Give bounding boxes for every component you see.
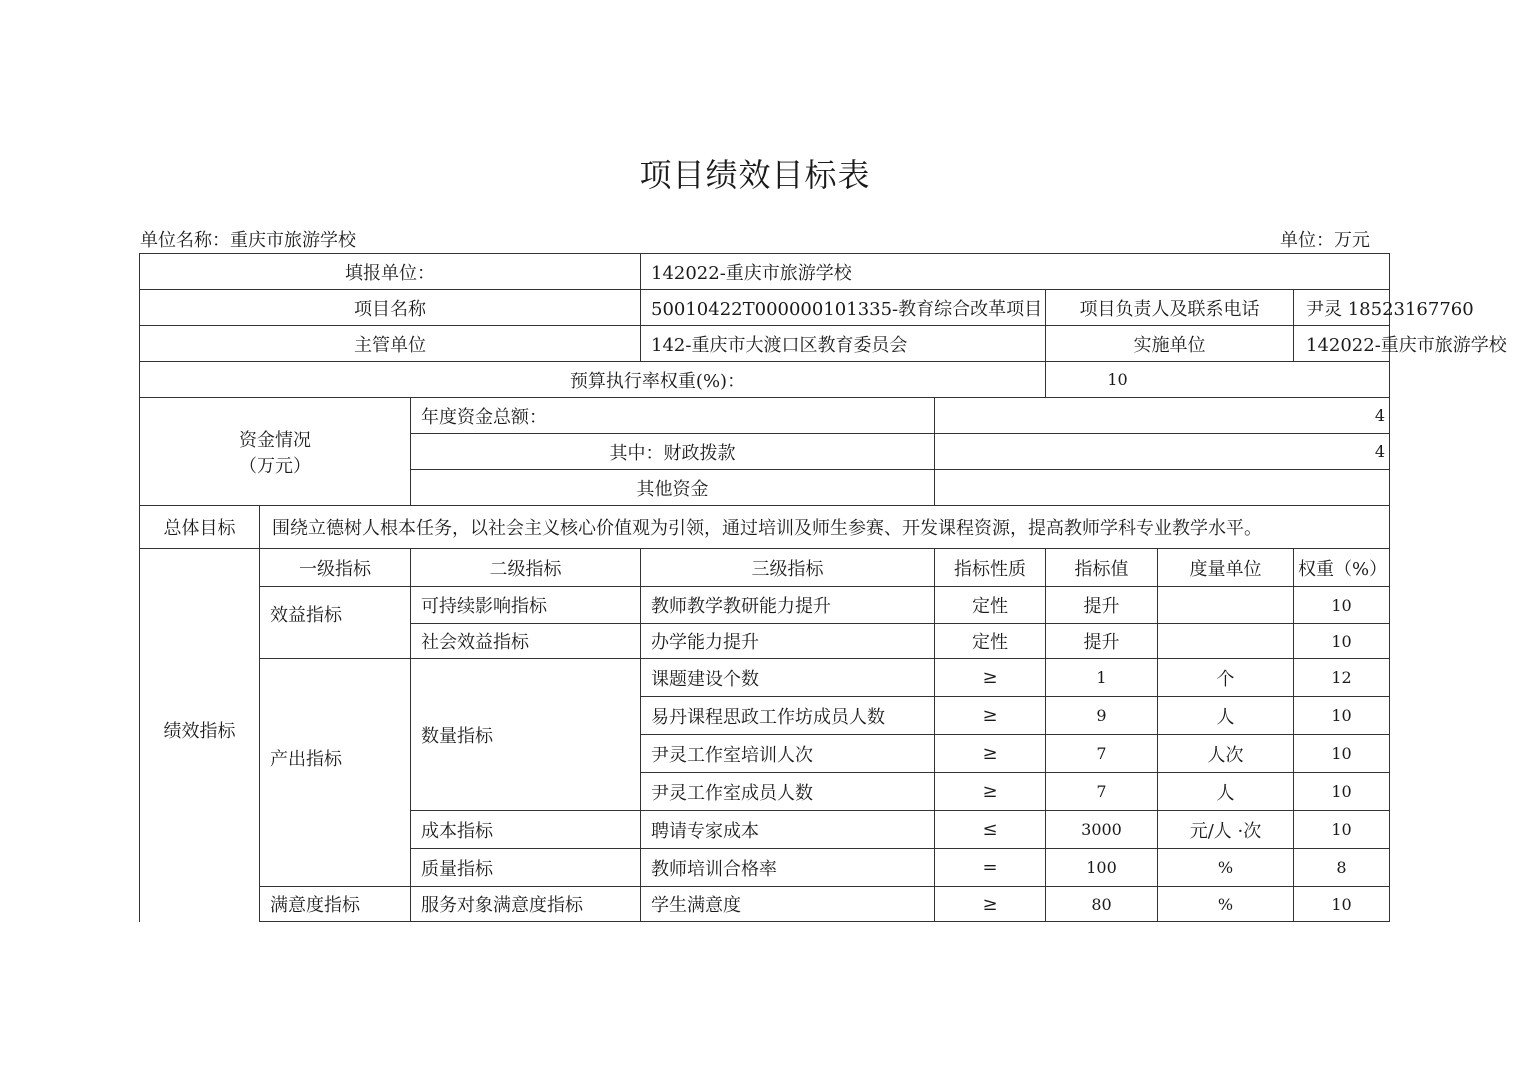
indicator-unit: % xyxy=(1158,887,1294,922)
overall-goal-label: 总体目标 xyxy=(140,506,260,549)
indicator-nature: 定性 xyxy=(935,587,1046,624)
annual-total-label: 年度资金总额： xyxy=(411,398,935,434)
indicator-name: 办学能力提升 xyxy=(641,624,935,659)
other-funds-label: 其他资金 xyxy=(411,470,935,506)
indicator-weight: 8 xyxy=(1294,849,1390,887)
budget-weight-label: 预算执行率权重(%)： xyxy=(140,362,1046,398)
indicator-name: 教师培训合格率 xyxy=(641,849,935,887)
indicator-name: 尹灵工作室培训人次 xyxy=(641,735,935,773)
header-weight: 权重（%） xyxy=(1294,549,1390,587)
indicator-unit: 个 xyxy=(1158,659,1294,697)
indicator-name: 聘请专家成本 xyxy=(641,811,935,849)
funds-label-line2: （万元） xyxy=(239,455,311,477)
other-funds-value xyxy=(935,470,1390,506)
indicator-value: 7 xyxy=(1046,735,1158,773)
header-level2: 二级指标 xyxy=(411,549,641,587)
indicator-weight: 10 xyxy=(1294,624,1390,659)
contact-value: 尹灵 18523167760 xyxy=(1294,290,1390,326)
indicator-weight: 12 xyxy=(1294,659,1390,697)
level1-benefit: 效益指标 xyxy=(260,587,411,659)
supervisor-label: 主管单位 xyxy=(140,326,641,362)
header-value: 指标值 xyxy=(1046,549,1158,587)
level2-sustainable: 可持续影响指标 xyxy=(411,587,641,624)
indicator-weight: 10 xyxy=(1294,697,1390,735)
indicator-nature: ≥ xyxy=(935,735,1046,773)
level2-social: 社会效益指标 xyxy=(411,624,641,659)
indicator-name: 课题建设个数 xyxy=(641,659,935,697)
annual-total-value: 4 xyxy=(935,398,1390,434)
performance-table xyxy=(139,253,1507,922)
indicator-nature: ≥ xyxy=(935,659,1046,697)
performance-indicators-label: 绩效指标 xyxy=(140,549,260,922)
indicator-unit: 人 xyxy=(1158,697,1294,735)
level2-quantity: 数量指标 xyxy=(411,659,641,811)
unit-name: 单位名称：重庆市旅游学校 xyxy=(140,230,356,251)
fiscal-value: 4 xyxy=(935,434,1390,470)
indicator-value: 提升 xyxy=(1046,624,1158,659)
level2-service: 服务对象满意度指标 xyxy=(411,887,641,922)
overall-goal-value: 围绕立德树人根本任务，以社会主义核心价值观为引领，通过培训及师生参赛、开发课程资源，提高教师学科专业教学水平。 xyxy=(260,506,1390,549)
header-level1: 一级指标 xyxy=(260,549,411,587)
indicator-value: 9 xyxy=(1046,697,1158,735)
indicator-name: 学生满意度 xyxy=(641,887,935,922)
indicator-name: 易丹课程思政工作坊成员人数 xyxy=(641,697,935,735)
indicator-value: 3000 xyxy=(1046,811,1158,849)
budget-weight-value: 10 xyxy=(1046,362,1390,398)
indicator-unit xyxy=(1158,624,1294,659)
header-level3: 三级指标 xyxy=(641,549,935,587)
indicator-weight: 10 xyxy=(1294,811,1390,849)
indicator-nature: ≥ xyxy=(935,887,1046,922)
indicator-name: 尹灵工作室成员人数 xyxy=(641,773,935,811)
indicator-nature: = xyxy=(935,849,1046,887)
header-nature: 指标性质 xyxy=(935,549,1046,587)
indicator-nature: ≥ xyxy=(935,773,1046,811)
indicator-value: 提升 xyxy=(1046,587,1158,624)
level1-output: 产出指标 xyxy=(260,659,411,887)
supervisor-value: 142-重庆市大渡口区教育委员会 xyxy=(641,326,1046,362)
indicator-weight: 10 xyxy=(1294,773,1390,811)
indicator-value: 7 xyxy=(1046,773,1158,811)
indicator-value: 100 xyxy=(1046,849,1158,887)
indicator-value: 1 xyxy=(1046,659,1158,697)
page-title: 项目绩效目标表 xyxy=(639,156,871,194)
currency-unit: 单位：万元 xyxy=(1280,230,1370,251)
level2-quality: 质量指标 xyxy=(411,849,641,887)
header-unit: 度量单位 xyxy=(1158,549,1294,587)
indicator-nature: ≤ xyxy=(935,811,1046,849)
indicator-weight: 10 xyxy=(1294,735,1390,773)
level1-satisfaction: 满意度指标 xyxy=(260,887,411,922)
filing-unit-value: 142022-重庆市旅游学校 xyxy=(641,254,1390,290)
project-name-label: 项目名称 xyxy=(140,290,641,326)
contact-label: 项目负责人及联系电话 xyxy=(1046,290,1294,326)
indicator-nature: 定性 xyxy=(935,624,1046,659)
indicator-name: 教师教学教研能力提升 xyxy=(641,587,935,624)
indicator-unit xyxy=(1158,587,1294,624)
level2-cost: 成本指标 xyxy=(411,811,641,849)
indicator-value: 80 xyxy=(1046,887,1158,922)
impl-unit-label: 实施单位 xyxy=(1046,326,1294,362)
indicator-nature: ≥ xyxy=(935,697,1046,735)
indicator-weight: 10 xyxy=(1294,587,1390,624)
funds-label-line1: 资金情况 xyxy=(239,429,311,451)
fiscal-label: 其中：财政拨款 xyxy=(411,434,935,470)
indicator-unit: 人次 xyxy=(1158,735,1294,773)
indicator-unit: % xyxy=(1158,849,1294,887)
indicator-weight: 10 xyxy=(1294,887,1390,922)
indicator-unit: 元/人 ·次 xyxy=(1158,811,1294,849)
filing-unit-label: 填报单位： xyxy=(140,254,641,290)
funds-label xyxy=(140,398,411,506)
impl-unit-value: 142022-重庆市旅游学校 xyxy=(1294,326,1390,362)
project-name-value: 50010422T000000101335-教育综合改革项目 xyxy=(641,290,1046,326)
indicator-unit: 人 xyxy=(1158,773,1294,811)
